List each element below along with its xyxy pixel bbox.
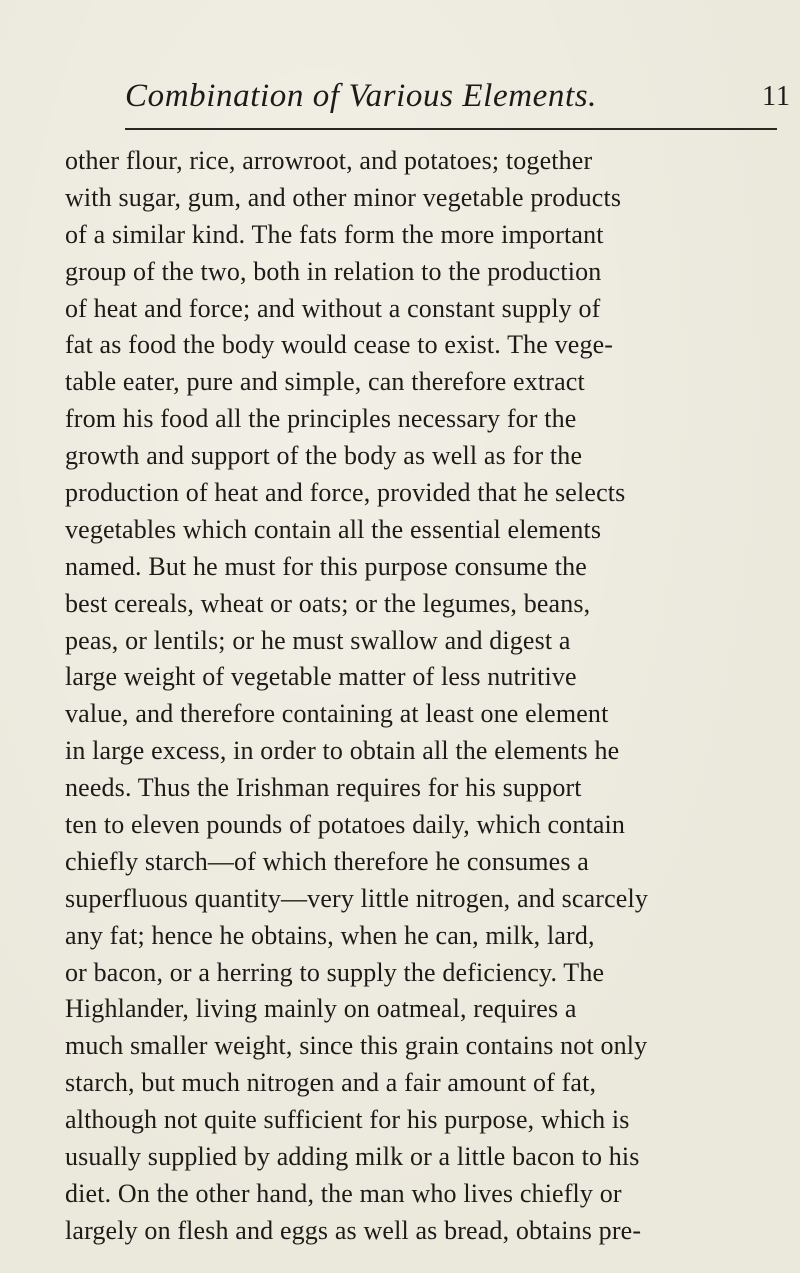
text-line: diet. On the other hand, the man who lives chiefly or <box>65 1178 622 1208</box>
text-line: other flour, rice, arrowroot, and potatoes; together <box>65 146 593 175</box>
text-line: largely on flesh and eggs as well as bread, obtains pre- <box>65 1215 642 1245</box>
text-line: superfluous quantity—very little nitrogen, and scarcely <box>65 883 648 913</box>
text-line: starch, but much nitrogen and a fair amount of fat, <box>65 1068 597 1098</box>
text-line: needs. Thus the Irishman requires for his support <box>65 773 582 803</box>
header-rule <box>125 128 777 130</box>
text-line: named. But he must for this purpose consume the <box>65 551 587 581</box>
text-line: ten to eleven pounds of potatoes daily, which contain <box>65 810 626 840</box>
text-line: large weight of vegetable matter of less nutritive <box>65 662 577 692</box>
body-text <box>65 143 800 1250</box>
running-title: Combination of Various Elements. <box>125 78 598 114</box>
text-line: peas, or lentils; or he must swallow and digest a <box>65 625 571 655</box>
text-line: of a similar kind. The fats form the more important <box>65 219 604 249</box>
text-line: with sugar, gum, and other minor vegetable products <box>65 182 622 212</box>
text-line: best cereals, wheat or oats; or the legumes, beans, <box>65 588 591 618</box>
text-line: fat as food the body would cease to exist. The vege- <box>65 330 614 360</box>
text-line: Highlander, living mainly on oatmeal, requires a <box>65 994 577 1024</box>
text-line: vegetables which contain all the essential elements <box>65 514 602 544</box>
text-line: growth and support of the body as well as for the <box>65 441 583 471</box>
text-line: any fat; hence he obtains, when he can, milk, lard, <box>65 920 595 950</box>
page-number: 11 <box>762 81 791 112</box>
text-line: of heat and force; and without a constant supply of <box>65 293 601 323</box>
text-line: much smaller weight, since this grain contains not only <box>65 1031 648 1061</box>
text-line: production of heat and force, provided that he selects <box>65 478 626 508</box>
text-line: from his food all the principles necessary for the <box>65 404 577 434</box>
text-line: value, and therefore containing at least one element <box>65 699 609 729</box>
text-line: chiefly starch—of which therefore he consumes a <box>65 846 589 876</box>
text-line: or bacon, or a herring to supply the deficiency. The <box>65 957 605 987</box>
running-head <box>125 78 795 122</box>
text-line: table eater, pure and simple, can therefore extract <box>65 367 585 397</box>
text-line: usually supplied by adding milk or a little bacon to his <box>65 1142 640 1172</box>
text-line: group of the two, both in relation to the production <box>65 256 602 286</box>
text-line: although not quite sufficient for his purpose, which is <box>65 1105 630 1135</box>
text-line: in large excess, in order to obtain all the elements he <box>65 736 620 766</box>
